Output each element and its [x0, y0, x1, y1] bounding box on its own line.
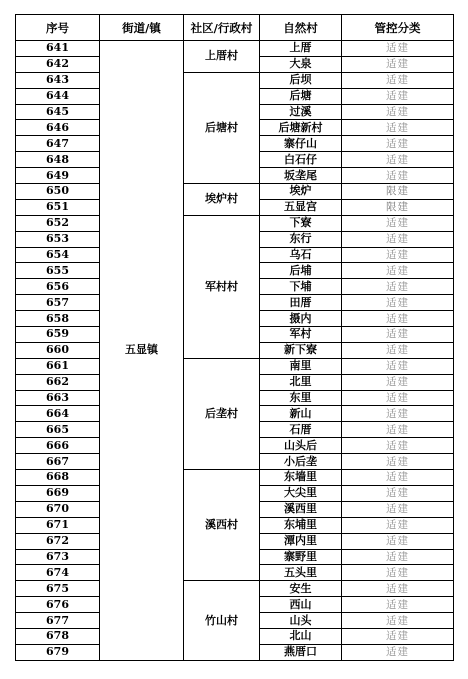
control-category-cell: 适建: [342, 438, 454, 454]
control-category-cell: 适建: [342, 390, 454, 406]
natural-village-cell: 西山: [260, 597, 342, 613]
natural-village-cell: 东墙里: [260, 470, 342, 486]
table-row: [16, 215, 454, 231]
control-category-cell: 适建: [342, 549, 454, 565]
control-category-cell: 适建: [342, 104, 454, 120]
control-category-cell: 适建: [342, 311, 454, 327]
serial-cell: 641: [16, 41, 100, 57]
administrative-village-cell: 溪西村: [184, 470, 260, 581]
serial-cell: 664: [16, 406, 100, 422]
control-category-cell: 适建: [342, 517, 454, 533]
serial-cell: 676: [16, 597, 100, 613]
control-category-cell: 适建: [342, 358, 454, 374]
natural-village-cell: 上厝: [260, 41, 342, 57]
control-category-cell: 适建: [342, 231, 454, 247]
serial-cell: 643: [16, 72, 100, 88]
serial-cell: 679: [16, 644, 100, 660]
natural-village-cell: 山头后: [260, 438, 342, 454]
administrative-village-cell: 后塘村: [184, 72, 260, 183]
natural-village-cell: 五显宫: [260, 199, 342, 215]
header-control-category: 管控分类: [342, 15, 454, 41]
serial-cell: 649: [16, 168, 100, 184]
control-category-cell: 适建: [342, 454, 454, 470]
administrative-village-cell: 军村村: [184, 215, 260, 358]
control-category-cell: 适建: [342, 56, 454, 72]
administrative-village-cell: 埃炉村: [184, 184, 260, 216]
control-category-cell: 适建: [342, 342, 454, 358]
natural-village-cell: 后坝: [260, 72, 342, 88]
serial-cell: 661: [16, 358, 100, 374]
natural-village-cell: 田厝: [260, 295, 342, 311]
natural-village-cell: 后塘: [260, 88, 342, 104]
control-category-cell: 适建: [342, 597, 454, 613]
serial-cell: 658: [16, 311, 100, 327]
natural-village-cell: 后埔: [260, 263, 342, 279]
town-cell: 五显镇: [100, 41, 184, 661]
administrative-village-cell: 上厝村: [184, 41, 260, 73]
serial-cell: 642: [16, 56, 100, 72]
administrative-village-cell: 后垄村: [184, 358, 260, 469]
serial-cell: 653: [16, 231, 100, 247]
serial-cell: 655: [16, 263, 100, 279]
control-category-cell: 适建: [342, 41, 454, 57]
natural-village-cell: 北里: [260, 374, 342, 390]
control-category-cell: 适建: [342, 533, 454, 549]
serial-cell: 644: [16, 88, 100, 104]
control-category-cell: 适建: [342, 422, 454, 438]
control-category-cell: 适建: [342, 72, 454, 88]
control-category-cell: 限建: [342, 184, 454, 200]
table-row: [16, 41, 454, 57]
natural-village-cell: 燕厝口: [260, 644, 342, 660]
control-category-cell: 限建: [342, 199, 454, 215]
serial-cell: 659: [16, 327, 100, 343]
header-serial: 序号: [16, 15, 100, 41]
serial-cell: 651: [16, 199, 100, 215]
natural-village-cell: 寨野里: [260, 549, 342, 565]
natural-village-cell: 大泉: [260, 56, 342, 72]
natural-village-cell: 摄内: [260, 311, 342, 327]
natural-village-cell: 小后垄: [260, 454, 342, 470]
control-category-cell: 适建: [342, 406, 454, 422]
serial-cell: 654: [16, 247, 100, 263]
control-category-cell: 适建: [342, 120, 454, 136]
table-row: [16, 72, 454, 88]
serial-cell: 646: [16, 120, 100, 136]
natural-village-cell: 后塘新村: [260, 120, 342, 136]
natural-village-cell: 下寮: [260, 215, 342, 231]
serial-cell: 678: [16, 628, 100, 644]
natural-village-cell: 新下寮: [260, 342, 342, 358]
control-category-cell: 适建: [342, 327, 454, 343]
control-category-cell: 适建: [342, 247, 454, 263]
serial-cell: 674: [16, 565, 100, 581]
control-category-cell: 适建: [342, 581, 454, 597]
control-category-cell: 适建: [342, 374, 454, 390]
natural-village-cell: 白石仔: [260, 152, 342, 168]
serial-cell: 667: [16, 454, 100, 470]
natural-village-cell: 五头里: [260, 565, 342, 581]
control-category-cell: 适建: [342, 168, 454, 184]
serial-cell: 665: [16, 422, 100, 438]
natural-village-cell: 东里: [260, 390, 342, 406]
control-category-cell: 适建: [342, 136, 454, 152]
control-category-cell: 适建: [342, 501, 454, 517]
control-category-cell: 适建: [342, 644, 454, 660]
serial-cell: 670: [16, 501, 100, 517]
natural-village-cell: 寨仔山: [260, 136, 342, 152]
control-category-cell: 适建: [342, 215, 454, 231]
serial-cell: 652: [16, 215, 100, 231]
header-row: [16, 15, 454, 41]
serial-cell: 645: [16, 104, 100, 120]
natural-village-cell: 潭内里: [260, 533, 342, 549]
natural-village-cell: 大尖里: [260, 485, 342, 501]
serial-cell: 666: [16, 438, 100, 454]
serial-cell: 662: [16, 374, 100, 390]
natural-village-cell: 坂垄尾: [260, 168, 342, 184]
natural-village-cell: 北山: [260, 628, 342, 644]
control-category-cell: 适建: [342, 565, 454, 581]
natural-village-cell: 东行: [260, 231, 342, 247]
natural-village-cell: 山头: [260, 613, 342, 629]
control-category-cell: 适建: [342, 613, 454, 629]
natural-village-cell: 石厝: [260, 422, 342, 438]
serial-cell: 650: [16, 184, 100, 200]
serial-cell: 672: [16, 533, 100, 549]
serial-cell: 673: [16, 549, 100, 565]
control-category-cell: 适建: [342, 628, 454, 644]
serial-cell: 656: [16, 279, 100, 295]
natural-village-cell: 下埔: [260, 279, 342, 295]
header-community-village: 社区/行政村: [184, 15, 260, 41]
natural-village-cell: 安生: [260, 581, 342, 597]
table-header: [16, 15, 454, 41]
table-row: [16, 470, 454, 486]
table-row: [16, 358, 454, 374]
natural-village-cell: 溪西里: [260, 501, 342, 517]
serial-cell: 657: [16, 295, 100, 311]
header-natural-village: 自然村: [260, 15, 342, 41]
table-row: [16, 581, 454, 597]
serial-cell: 648: [16, 152, 100, 168]
control-category-cell: 适建: [342, 470, 454, 486]
header-street-town: 街道/镇: [100, 15, 184, 41]
table-body: [16, 41, 454, 661]
serial-cell: 669: [16, 485, 100, 501]
control-classification-table: [15, 14, 454, 661]
serial-cell: 663: [16, 390, 100, 406]
control-category-cell: 适建: [342, 263, 454, 279]
natural-village-cell: 军村: [260, 327, 342, 343]
serial-cell: 677: [16, 613, 100, 629]
table-row: [16, 184, 454, 200]
serial-cell: 647: [16, 136, 100, 152]
control-category-cell: 适建: [342, 279, 454, 295]
serial-cell: 671: [16, 517, 100, 533]
control-category-cell: 适建: [342, 485, 454, 501]
control-category-cell: 适建: [342, 88, 454, 104]
serial-cell: 660: [16, 342, 100, 358]
natural-village-cell: 东埔里: [260, 517, 342, 533]
natural-village-cell: 南里: [260, 358, 342, 374]
natural-village-cell: 新山: [260, 406, 342, 422]
control-category-cell: 适建: [342, 152, 454, 168]
serial-cell: 675: [16, 581, 100, 597]
control-category-cell: 适建: [342, 295, 454, 311]
serial-cell: 668: [16, 470, 100, 486]
natural-village-cell: 过溪: [260, 104, 342, 120]
natural-village-cell: 乌石: [260, 247, 342, 263]
administrative-village-cell: 竹山村: [184, 581, 260, 660]
natural-village-cell: 埃炉: [260, 184, 342, 200]
